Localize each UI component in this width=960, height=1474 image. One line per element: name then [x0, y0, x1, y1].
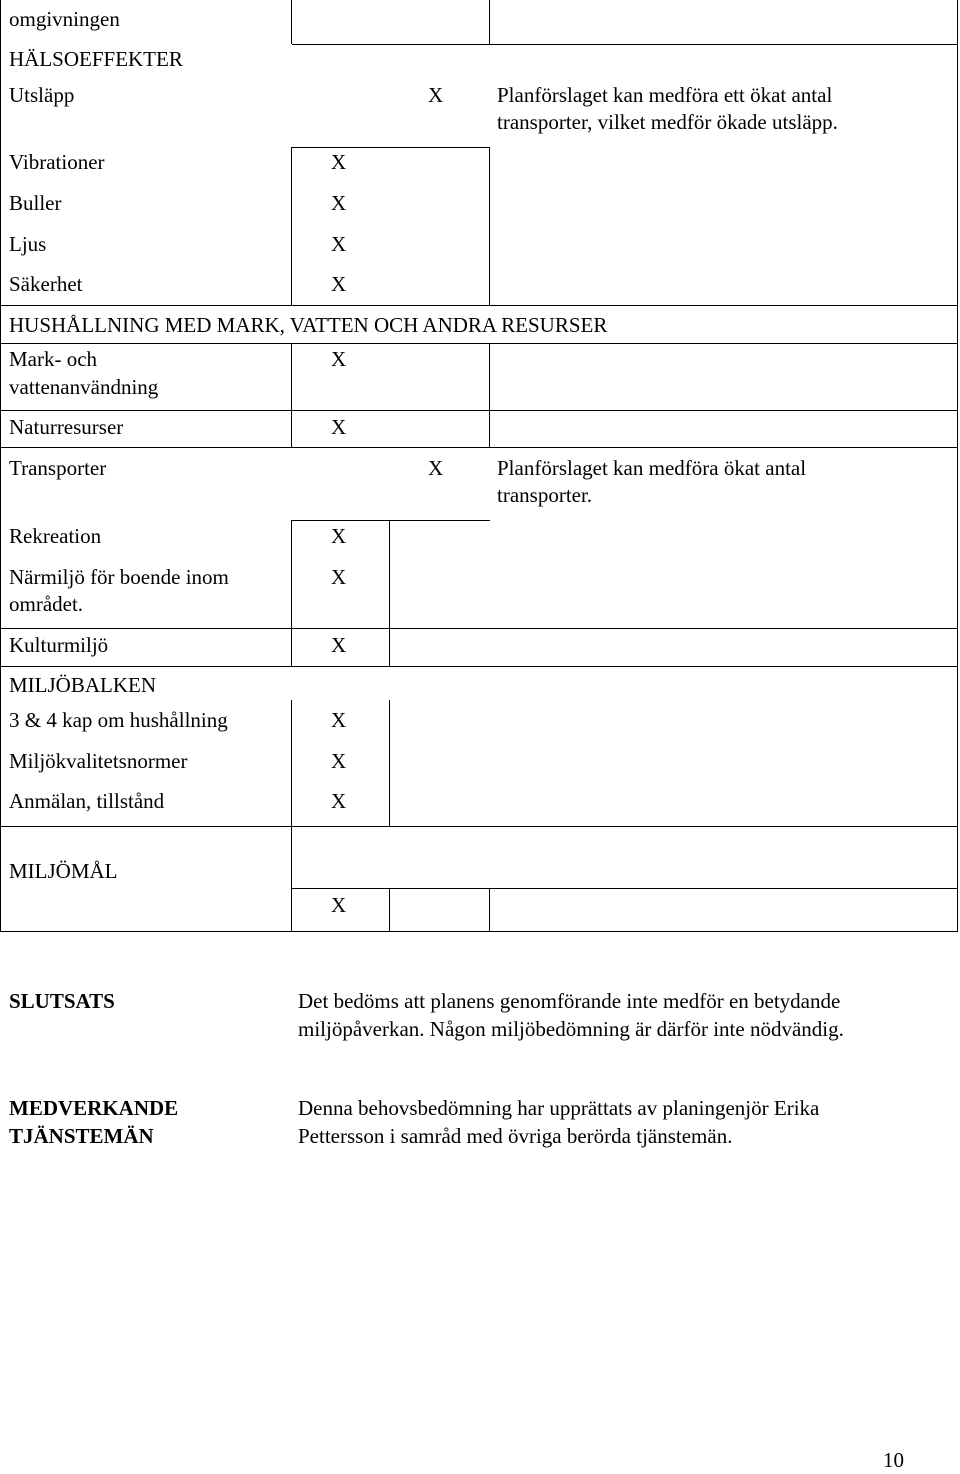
- row-label-omgivningen: omgivningen: [9, 7, 120, 31]
- mark-x: X: [331, 272, 347, 296]
- row-divider: [292, 147, 490, 148]
- mark-x: X: [331, 565, 347, 589]
- medverkande-text-1: Denna behovsbedömning har upprättats av planingenjör Erika: [298, 1096, 820, 1120]
- col-divider: [389, 700, 390, 826]
- col-divider: [489, 888, 490, 931]
- mark-x: X: [331, 232, 347, 256]
- row-label-naturresurser: Naturresurser: [9, 415, 124, 439]
- row-label-rekreation: Rekreation: [9, 524, 102, 548]
- mark-x: X: [331, 524, 347, 548]
- row-divider: [292, 888, 958, 889]
- row-label-mark-2: vattenanvändning: [9, 375, 159, 399]
- col-divider: [291, 520, 292, 628]
- mark-x: X: [331, 347, 347, 371]
- col-divider: [389, 888, 390, 931]
- row-divider: [1, 628, 958, 629]
- mark-x: X: [331, 191, 347, 215]
- section-heading-miljomal: MILJÖMÅL: [9, 859, 118, 883]
- medverkande-label-1: MEDVERKANDE: [9, 1096, 179, 1120]
- row-label-narmiljo-2: området.: [9, 592, 84, 616]
- mark-x: X: [331, 150, 347, 174]
- section-heading-miljobalken: MILJÖBALKEN: [9, 673, 156, 697]
- col-divider: [489, 147, 490, 305]
- row-comment-transporter-2: transporter.: [497, 483, 593, 507]
- row-label-kap: 3 & 4 kap om hushållning: [9, 708, 228, 732]
- row-divider: [1, 305, 958, 306]
- row-label-anmalan: Anmälan, tillstånd: [9, 789, 165, 813]
- row-label-sakerhet: Säkerhet: [9, 272, 83, 296]
- page-number: 10: [883, 1448, 904, 1472]
- row-label-vibrationer: Vibrationer: [9, 150, 105, 174]
- row-divider: [1, 666, 958, 667]
- row-divider: [1, 343, 958, 344]
- row-comment-transporter-1: Planförslaget kan medföra ökat antal: [497, 456, 807, 480]
- row-label-buller: Buller: [9, 191, 62, 215]
- row-comment-utslapp-2: transporter, vilket medför ökade utsläpp.: [497, 110, 838, 134]
- row-divider: [1, 826, 958, 827]
- slutsats-label: SLUTSATS: [9, 989, 115, 1013]
- row-divider: [1, 410, 958, 411]
- col-divider: [291, 700, 292, 826]
- mark-x: X: [331, 633, 347, 657]
- section-heading-halsoeffekter: HÄLSOEFFEKTER: [9, 47, 183, 71]
- col-divider: [291, 826, 292, 931]
- medverkande-text-2: Pettersson i samråd med övriga berörda tjänstemän.: [298, 1124, 733, 1148]
- row-label-miljokvalitetsnormer: Miljökvalitetsnormer: [9, 749, 188, 773]
- mark-x: X: [331, 415, 347, 439]
- row-label-kulturmiljo: Kulturmiljö: [9, 633, 109, 657]
- mark-x: X: [428, 456, 444, 480]
- row-label-utslapp: Utsläpp: [9, 83, 75, 107]
- col-divider: [291, 147, 292, 305]
- mark-x: X: [331, 893, 347, 917]
- row-divider: [292, 520, 490, 521]
- col-divider: [291, 343, 292, 447]
- mark-x: X: [331, 789, 347, 813]
- row-comment-utslapp-1: Planförslaget kan medföra ett ökat antal: [497, 83, 833, 107]
- medverkande-label-2: TJÄNSTEMÄN: [9, 1124, 154, 1148]
- row-divider: [292, 44, 958, 45]
- col-divider: [389, 520, 390, 628]
- col-divider: [291, 0, 292, 44]
- col-divider: [389, 628, 390, 666]
- row-label-narmiljo-1: Närmiljö för boende inom: [9, 565, 229, 589]
- row-label-mark-1: Mark- och: [9, 347, 98, 371]
- slutsats-text-1: Det bedöms att planens genomförande inte medför en betydande: [298, 989, 841, 1013]
- col-divider: [291, 628, 292, 666]
- row-divider: [1, 447, 958, 448]
- slutsats-text-2: miljöpåverkan. Någon miljöbedömning är därför inte nödvändig.: [298, 1017, 844, 1041]
- mark-x: X: [331, 749, 347, 773]
- row-label-ljus: Ljus: [9, 232, 47, 256]
- col-divider: [489, 343, 490, 447]
- col-divider: [489, 0, 490, 44]
- section-heading-hushallning: HUSHÅLLNING MED MARK, VATTEN OCH ANDRA RESURSER: [9, 313, 608, 337]
- mark-x: X: [331, 708, 347, 732]
- mark-x: X: [428, 83, 444, 107]
- row-label-transporter: Transporter: [9, 456, 107, 480]
